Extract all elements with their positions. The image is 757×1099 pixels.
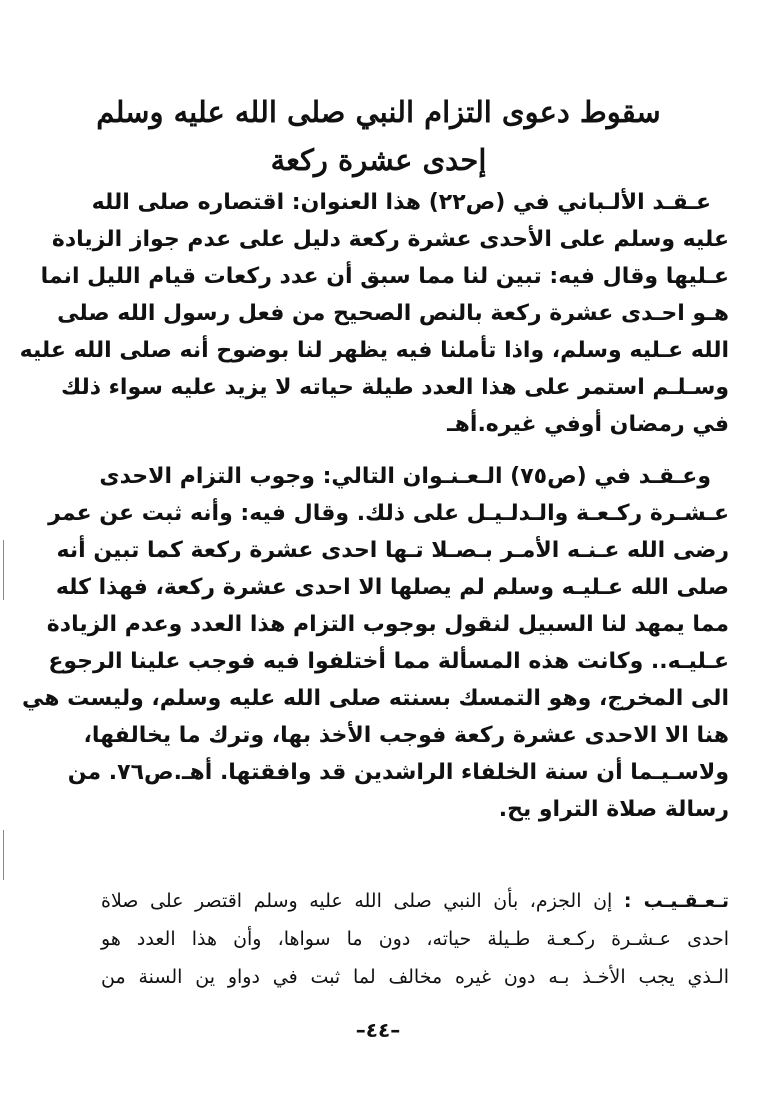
paragraph-2-line: عـليـه.. وكانت هذه المسألة مما أختلفوا فيه فوجب علينا الرجوع [48,649,729,674]
comment-label: تـعـقـيـب : [623,890,730,912]
comment-first-line [101,884,729,918]
paragraph-2-line: صلى الله عـليـه وسلم لم يصلها الا احدى عشرة ركعة، فهذا كله [55,575,729,600]
paragraph-1-line: عليه وسلم على الأحدى عشرة ركعة دليل على عدم جواز الزيادة [51,227,729,252]
paragraph-2-line: الى المخرج، وهو التمسك بسنته صلى الله عليه وسلم، وليست هي [22,686,729,711]
paragraph-1-line: هـو احـدى عشرة ركعة بالنص الصحيح من فعل رسول الله صلى [57,301,729,326]
paragraph-1-line: عـليها وقال فيه: تبين لنا مما سبق أن عدد ركعات قيام الليل انما [40,264,729,289]
paragraph-2-line: هنا الا الاحدى عشرة ركعة فوجب الأخذ بها، وترك ما يخالفها، [83,723,729,748]
scan-edge-mark [3,830,4,880]
paragraph-2-line: مما يمهد لنا السبيل لنقول بوجوب التزام هذا العدد وعدم الزيادة [46,612,729,637]
comment-line: احدى عـشـرة ركـعـة طـيلة حياته، دون ما سواها، وأن هذا العدد هو [101,928,729,950]
chapter-title-line-2: إحدى عشرة ركعة [270,143,487,177]
paragraph-2-line: عـشـرة ركـعـة والـدلـيـل على ذلك. وقال فيه: وأنه ثبت عن عمر [48,501,729,526]
page-number: –٤٤– [355,1018,401,1042]
paragraph-1-line: في رمضان أوفي غيره.أهـ [447,412,729,437]
comment-first-line-text: إن الجزم، بأن النبي صلى الله عليه وسلم اقتصر على صلاة [101,890,613,912]
paragraph-2-line: وعـقـد في (ص٧٥) الـعـنـوان التالي: وجوب التزام الاحدى [99,464,711,489]
paragraph-2-line: رسالة صلاة التراو يح. [498,797,729,822]
paragraph-1-line: وسـلـم استمر على هذا العدد طيلة حياته لا يزيد عليه سواء ذلك [60,375,729,400]
paragraph-2-line: ولاسـيـما أن سنة الخلفاء الراشدين قد وافقتها. أهـ.ص٧٦. من [67,760,729,785]
comment-line: الـذي يجب الأخـذ بـه دون غيره مخالف لما ثبت في دواو ين السنة من [101,966,729,988]
scan-edge-mark [3,540,4,600]
paragraph-2-line: رضى الله عـنـه الأمـر بـصـلا تـها احدى عشرة ركعة كما تبين أنه [56,538,729,563]
chapter-title-line-1: سقوط دعوى التزام النبي صلى الله عليه وسلم [96,95,661,129]
paragraph-1-line: الله عـليه وسلم، واذا تأملنا فيه يظهر لنا بوضوح أنه صلى الله عليه [19,338,729,363]
paragraph-1-line: عـقـد الألـباني في (ص٢٢) هذا العنوان: اقتصاره صلى الله [91,190,711,215]
